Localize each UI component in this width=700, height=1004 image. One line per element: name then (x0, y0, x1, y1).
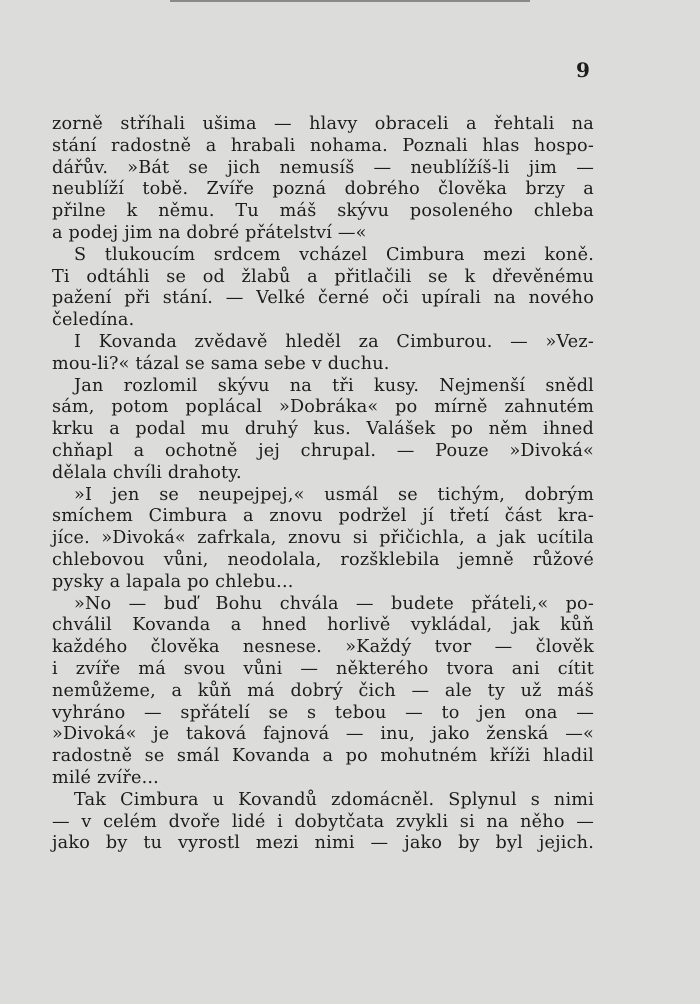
body-text (52, 114, 594, 855)
text-line: Ti odtáhli se od žlabů a přitlačili se k dřevěnému (52, 266, 594, 287)
text-line: mou-li?« tázal se sama sebe v duchu. (52, 353, 390, 374)
text-line: pysky a lapala po chlebu... (52, 571, 294, 592)
text-line: »I jen se neupejpej,« usmál se tichým, dobrým (74, 484, 594, 505)
text-line: zorně stříhali ušima — hlavy obraceli a řehtali na (52, 114, 594, 134)
text-line: dělala chvíli drahoty. (52, 462, 242, 483)
text-line: přilne k němu. Tu máš skývu posoleného chleba (52, 201, 594, 222)
text-line: dářův. »Bát se jich nemusíš — neublížíš-li jim — (52, 157, 594, 178)
text-line: — v celém dvoře lidé i dobytčata zvykli si na něho — (52, 811, 594, 832)
text-line: nemůžeme, a kůň má dobrý čich — ale ty už máš (52, 680, 594, 701)
text-line: pažení při stání. — Velké černé oči upírali na nového (52, 288, 594, 309)
text-line: čeledína. (52, 310, 135, 331)
text-line: vyhráno — spřátelí se s tebou — to jen ona — (52, 702, 594, 723)
text-line: a podej jim na dobré přátelství —« (52, 222, 367, 243)
text-line: smíchem Cimbura a znovu podržel jí třetí část kra- (52, 506, 594, 527)
text-line: sám, potom poplácal »Dobráka« po mírně zahnutém (52, 397, 594, 418)
text-line: jako by tu vyrostl mezi nimi — jako by byl jejich. (52, 833, 594, 854)
text-line: i zvíře má svou vůni — některého tvora ani cítit (52, 658, 594, 679)
page-top-edge (170, 0, 530, 2)
text-line: chňapl a ochotně jej chrupal. — Pouze »Divoká« (52, 440, 594, 461)
text-line: neublíží tobě. Zvíře pozná dobrého člověka brzy a (52, 179, 594, 200)
text-line: krku a podal mu druhý kus. Valášek po něm ihned (52, 419, 594, 440)
text-line: I Kovanda zvědavě hleděl za Cimburou. — »Vez- (74, 331, 594, 352)
text-line: chválil Kovanda a hned horlivě vykládal, jak kůň (52, 615, 594, 636)
text-line: každého člověka nesnese. »Každý tvor — člověk (52, 637, 594, 658)
text-line: S tlukoucím srdcem vcházel Cimbura mezi koně. (74, 244, 594, 265)
text-line: radostně se smál Kovanda a po mohutném kříži hladil (52, 746, 594, 767)
text-line: »No — buď Bohu chvála — budete přáteli,« po- (74, 593, 594, 614)
text-line: Tak Cimbura u Kovandů zdomácněl. Splynul s nimi (74, 789, 594, 810)
text-line: chlebovou vůni, neodolala, rozšklebila jemně růžové (52, 549, 594, 570)
text-line: »Divoká« je taková fajnová — inu, jako ženská —« (52, 724, 594, 745)
text-line: jíce. »Divoká« zafrkala, znovu si přičichla, a jak ucítila (52, 528, 594, 549)
text-line: Jan rozlomil skývu na tři kusy. Nejmenší snědl (74, 375, 594, 396)
page-number: 9 (576, 58, 590, 82)
text-line: milé zvíře... (52, 767, 159, 788)
text-line: stání radostně a hrabali nohama. Poznali hlas hospo- (52, 135, 594, 156)
